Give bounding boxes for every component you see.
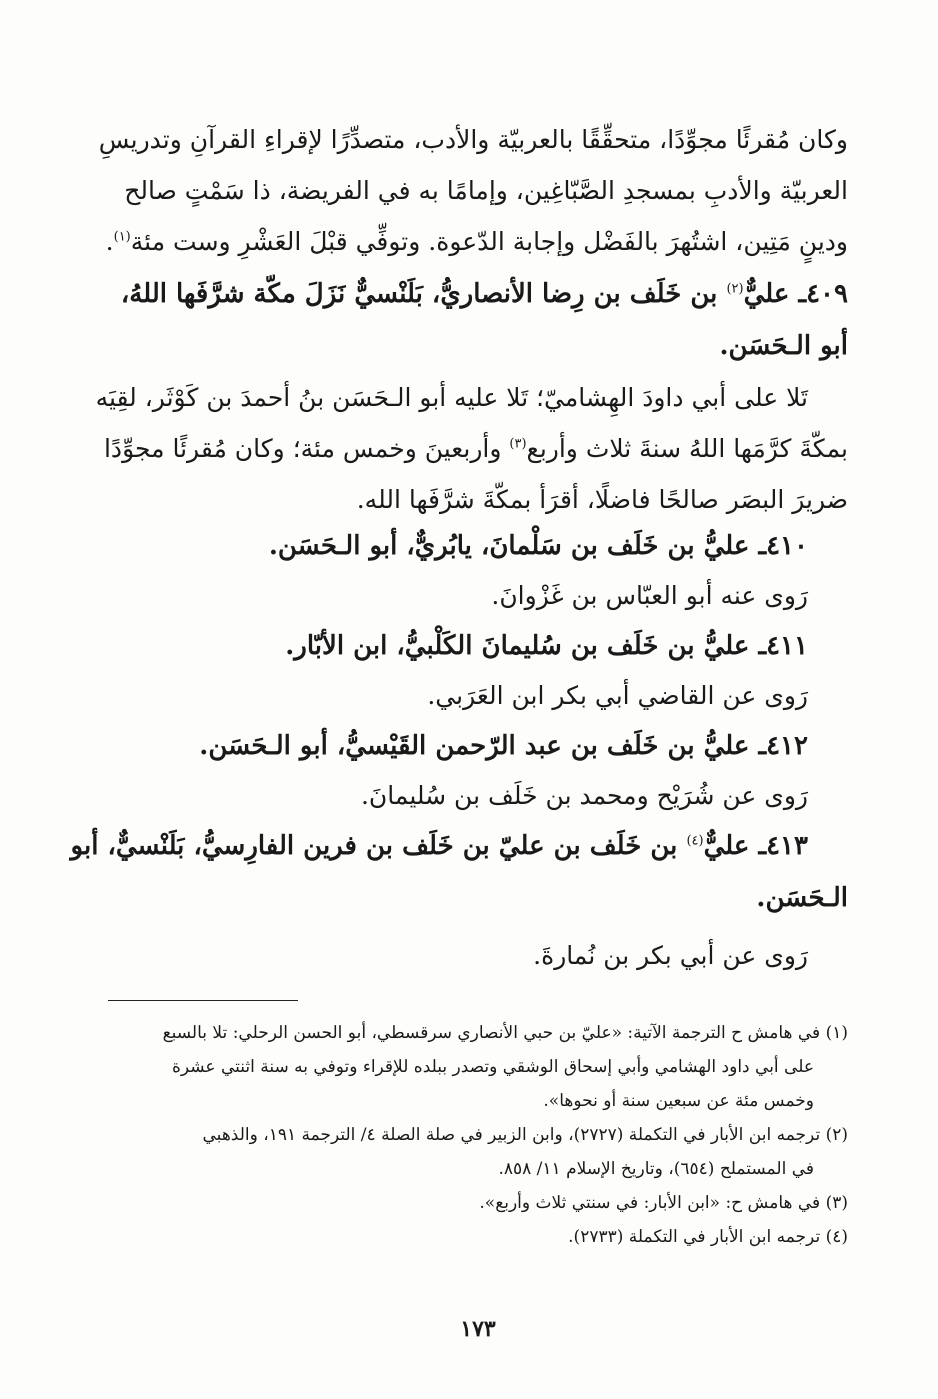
text-line: وكان مُقرئًا مجوِّدًا، متحقِّقًا بالعربيّة والأدب، متصدِّرًا لإقراءِ القرآنِ وتدريسِ <box>98 125 848 154</box>
entry-409-heading: ٤٠٩ـ عليٌّ$^{(٢)}$ بن خَلَف بن رِضا الأنصاريُّ، بَلَنْسيٌّ نَزَلَ مكّة شرَّفَها اللهُ، أبو الـحَسَن. <box>108 268 848 372</box>
text-line: تَلا على أبي داودَ الهِشاميّ؛ تَلا عليه أبو الـحَسَن بنُ أحمدَ بن كَوْثَر، لقِيَه <box>95 383 808 412</box>
entry-name: عليٌّ <box>703 831 750 861</box>
entry-number: ٤٠٩ـ <box>798 279 848 309</box>
entry-kunya: الـحَسَن. <box>756 883 848 913</box>
entry-411-text: رَوى عن القاضي أبي بكر ابن العَرَبي. <box>427 681 808 710</box>
text-line: ودينٍ مَتِين، اشتُهرَ بالفَضْل وإجابة الدّعوة. وتوفِّي قبْلَ العَشْرِ وست مئة$^{(١)}$. <box>105 227 848 256</box>
paragraph-409 <box>95 372 848 525</box>
entry-number: ٤١٣ـ <box>758 831 808 861</box>
entry-kunya: أبو الـحَسَن. <box>719 331 848 361</box>
footnote-marker: (١) <box>113 229 131 245</box>
page-number: ١٧٣ <box>460 1316 496 1342</box>
entry-412-text: رَوى عن شُرَيْح ومحمد بن خَلَف بن سُليمانَ. <box>360 781 808 810</box>
text-line: العربيّة والأدبِ بمسجدِ الصَّبّاغِين، وإمامًا به في الفريضة، ذا سَمْتٍ صالح <box>124 176 848 205</box>
footnote-marker: (٢) <box>726 281 744 297</box>
book-page <box>70 108 848 1378</box>
entry-412-heading: ٤١٢ـ عليُّ بن خَلَف بن عبد الرّحمن القَيْسيُّ، أبو الـحَسَن. <box>199 731 808 761</box>
entry-name: عليٌّ <box>743 279 790 309</box>
footnote-2: (٢) ترجمه ابن الأبار في التكملة (٢٧٢٧)، وابن الزبير في صلة الصلة ٤/ الترجمة ١٩١، والذهبي في المستملح (٦٥٤)، وتاريخ الإسلام ١١/ ٨٥٨. <box>202 1125 848 1179</box>
paragraph-top <box>98 114 848 267</box>
footnote-1: (١) في هامش ح الترجمة الآتية: «عليّ بن حبي الأنصاري سرقسطي، أبو الحسن الرحلي: تلا بالسبع على أبي داود الهشامي وأبي إسحاق الوشقي وتصدر ببلده للإقراء وتوفي به سنة اثنتي عشرة وخمس مئة عن سبعين سنة أو نحوها». <box>162 1023 848 1111</box>
footnote-divider <box>108 1000 298 1001</box>
footnote-marker: (٣) <box>509 436 527 452</box>
entry-410-heading: ٤١٠ـ عليُّ بن خَلَف بن سَلْمانَ، يابُريٌّ، أبو الـحَسَن. <box>268 531 808 561</box>
entry-413-heading: ٤١٣ـ عليٌّ$^{(٤)}$ بن خَلَف بن عليّ بن خَلَف بن فرين الفارِسيُّ، بَلَنْسيٌّ، أبو الـحَسَن. <box>108 820 848 924</box>
text-line: بمكّةَ كرَّمَها اللهُ سنةَ ثلاث وأربع$^{(٣)}$ وأربعينَ وخمس مئة؛ وكان مُقرئًا مجوِّدًا <box>103 434 848 463</box>
footnote-3: (٣) في هامش ح: «ابن الأبار: في سنتي ثلاث وأربع». <box>479 1193 848 1213</box>
footnote-marker: (٤) <box>686 833 704 849</box>
footnote-4: (٤) ترجمه ابن الأبار في التكملة (٢٧٣٣). <box>568 1227 848 1247</box>
entry-411-heading: ٤١١ـ عليُّ بن خَلَف بن سُليمانَ الكَلْبيُّ، ابن الأبّار. <box>285 631 808 661</box>
text-line: ضريرَ البصَر صالحًا فاضلًا، أقرَأ بمكّةَ شرَّفَها الله. <box>356 485 848 514</box>
entry-410-text: رَوى عنه أبو العبّاس بن غَزْوانَ. <box>491 581 808 610</box>
entry-413-text: رَوى عن أبي بكر بن نُمارةَ. <box>533 941 808 970</box>
